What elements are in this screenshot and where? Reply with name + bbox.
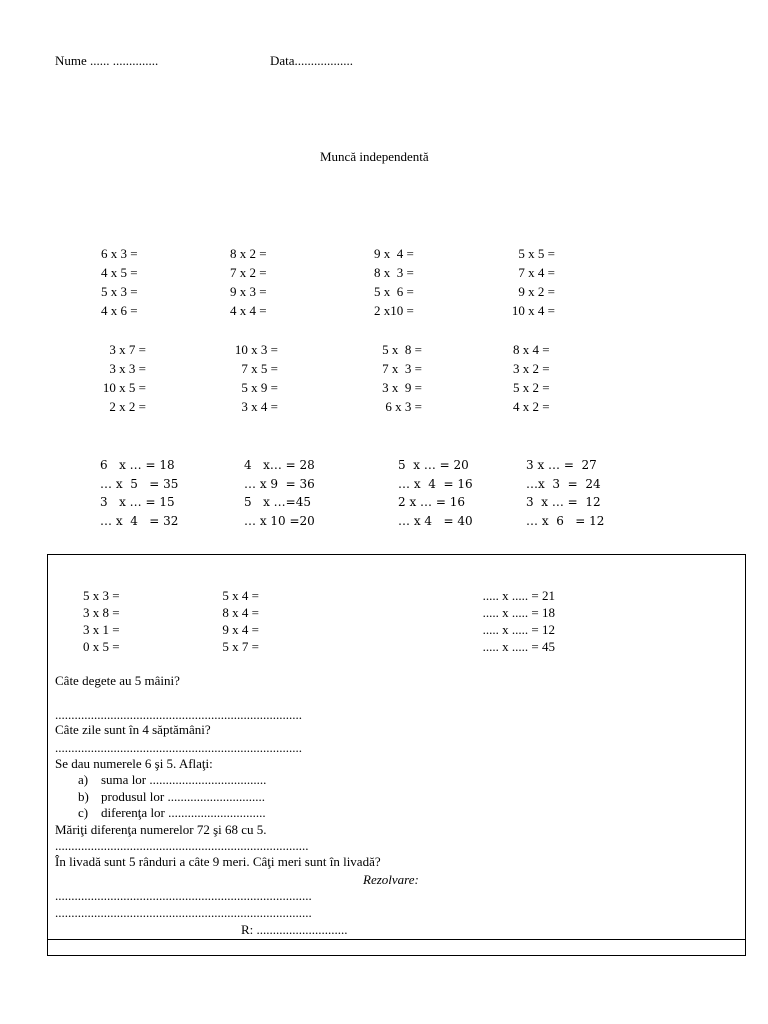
column-2 [244,456,315,531]
box-column-3 [460,587,555,655]
box-divider [48,939,745,940]
exercise: 3 x 9 = [382,380,422,395]
exercise: … x 9 = 36 [244,476,315,491]
exercise: 6 x 3 = [385,399,422,414]
exercise: 5 x 3 = [83,588,120,603]
page-title: Muncă independentă [320,149,429,164]
exercise: …x 3 = 24 [526,476,601,491]
exercise: 7 x 4 = [518,265,555,280]
name-field-label: Nume ...... .............. [55,53,159,68]
exercise: 7 x 3 = [382,361,422,376]
column-3 [398,456,473,531]
exercise: 3 x 8 = [83,605,120,620]
exercise: 10 x 3 = [234,342,278,357]
column-2 [226,340,278,416]
exercise: 3 x 4 = [241,399,278,414]
exercise: … x 4 = 40 [398,514,473,529]
exercise: 6 x … = 18 [100,458,175,472]
exercise: 5 x …=45 [244,495,311,510]
exercise: 7 x 5 = [241,361,278,376]
exercise: 8 x 4 = [513,342,550,357]
exercise: 3 x 7 = [109,342,146,357]
box-column-1 [83,587,120,655]
exercise: 4 x 4 = [230,303,267,318]
exercise: 8 x 4 = [222,605,259,620]
product-line: produsul lor .............................. [101,789,265,804]
exercise: 2 x … = 16 [398,495,465,510]
exercise: … x 5 = 35 [100,476,179,491]
worksheet-box [47,554,746,956]
exercise: 7 x 2 = [230,265,267,280]
exercise: 9 x 4 = [222,622,259,637]
exercise: 4 x 5 = [101,265,138,280]
exercise: 3 x … = 27 [526,458,597,472]
exercise: … x 10 =20 [244,514,315,529]
answer-line: .............................................................................. [55,838,309,853]
exercise: 4 x… = 28 [244,458,315,472]
column-3 [374,340,422,416]
column-1 [100,456,178,531]
exercise: 10 x 4 = [511,303,555,318]
exercise: … x 4 = 16 [398,476,473,491]
exercise: 9 x 3 = [230,284,267,299]
difference-line: diferenţa lor .............................. [101,805,266,820]
exercise: 0 x 5 = [83,639,120,654]
exercise: 5 x 2 = [513,380,550,395]
question-orchard: În livadă sunt 5 rânduri a câte 9 meri. Câţi meri sunt în livadă? [55,854,381,869]
exercise: 3 x 3 = [109,361,146,376]
exercise: ..... x ..... = 12 [482,622,555,637]
exercise: 8 x 3 = [374,265,414,280]
final-answer-line: R: ............................ [241,922,348,937]
exercise: … x 4 = 32 [100,514,179,529]
question-days: Câte zile sunt în 4 săptămâni? [55,722,211,737]
answer-line: ............................................................................ [55,707,302,722]
question-fingers: Câte degete au 5 mâini? [55,673,180,688]
list-marker: b) [78,789,89,804]
column-4 [526,456,604,531]
exercise: 4 x 6 = [101,303,138,318]
column-1 [101,244,138,320]
exercise: ..... x ..... = 21 [482,588,555,603]
date-field-label: Data.................. [270,53,354,68]
exercise: 2 x10 = [374,303,414,318]
exercise: 3 x … = 12 [526,495,601,510]
exercise: ..... x ..... = 45 [482,639,555,654]
list-marker: a) [78,772,89,787]
exercise: ..... x ..... = 18 [482,605,555,620]
column-2 [230,244,267,320]
list-marker: c) [78,805,89,820]
column-1 [94,340,146,416]
exercise: 3 x 1 = [83,622,120,637]
exercise: 5 x 8 = [382,342,422,357]
column-3 [374,244,414,320]
exercise: 5 x 5 = [518,246,555,261]
exercise: 5 x 7 = [222,639,259,654]
exercise: 5 x … = 20 [398,458,469,472]
exercise: 4 x 2 = [513,399,550,414]
column-4 [513,340,550,416]
column-4 [503,244,555,320]
exercise: 6 x 3 = [101,246,138,261]
exercise: 9 x 4 = [374,246,414,261]
question-numbers: Se dau numerele 6 şi 5. Aflaţi: [55,756,213,771]
sum-line: suma lor .................................... [101,772,267,787]
exercise: 10 x 5 = [102,380,146,395]
answer-line: ............................................................................... [55,888,312,903]
exercise: 8 x 2 = [230,246,267,261]
box-column-2 [211,587,259,655]
exercise: 5 x 6 = [374,284,414,299]
exercise: 3 x 2 = [513,361,550,376]
exercise: 2 x 2 = [109,399,146,414]
exercise: 5 x 9 = [241,380,278,395]
question-increase-difference: Măriţi diferenţa numerelor 72 şi 68 cu 5. [55,822,267,837]
exercise: 9 x 2 = [518,284,555,299]
solution-heading: Rezolvare: [363,872,419,887]
answer-line: ............................................................................... [55,905,312,920]
exercise: 5 x 3 = [101,284,138,299]
exercise: … x 6 = 12 [526,514,605,529]
exercise: 3 x … = 15 [100,495,175,510]
exercise: 5 x 4 = [222,588,259,603]
answer-line: ............................................................................ [55,740,302,755]
